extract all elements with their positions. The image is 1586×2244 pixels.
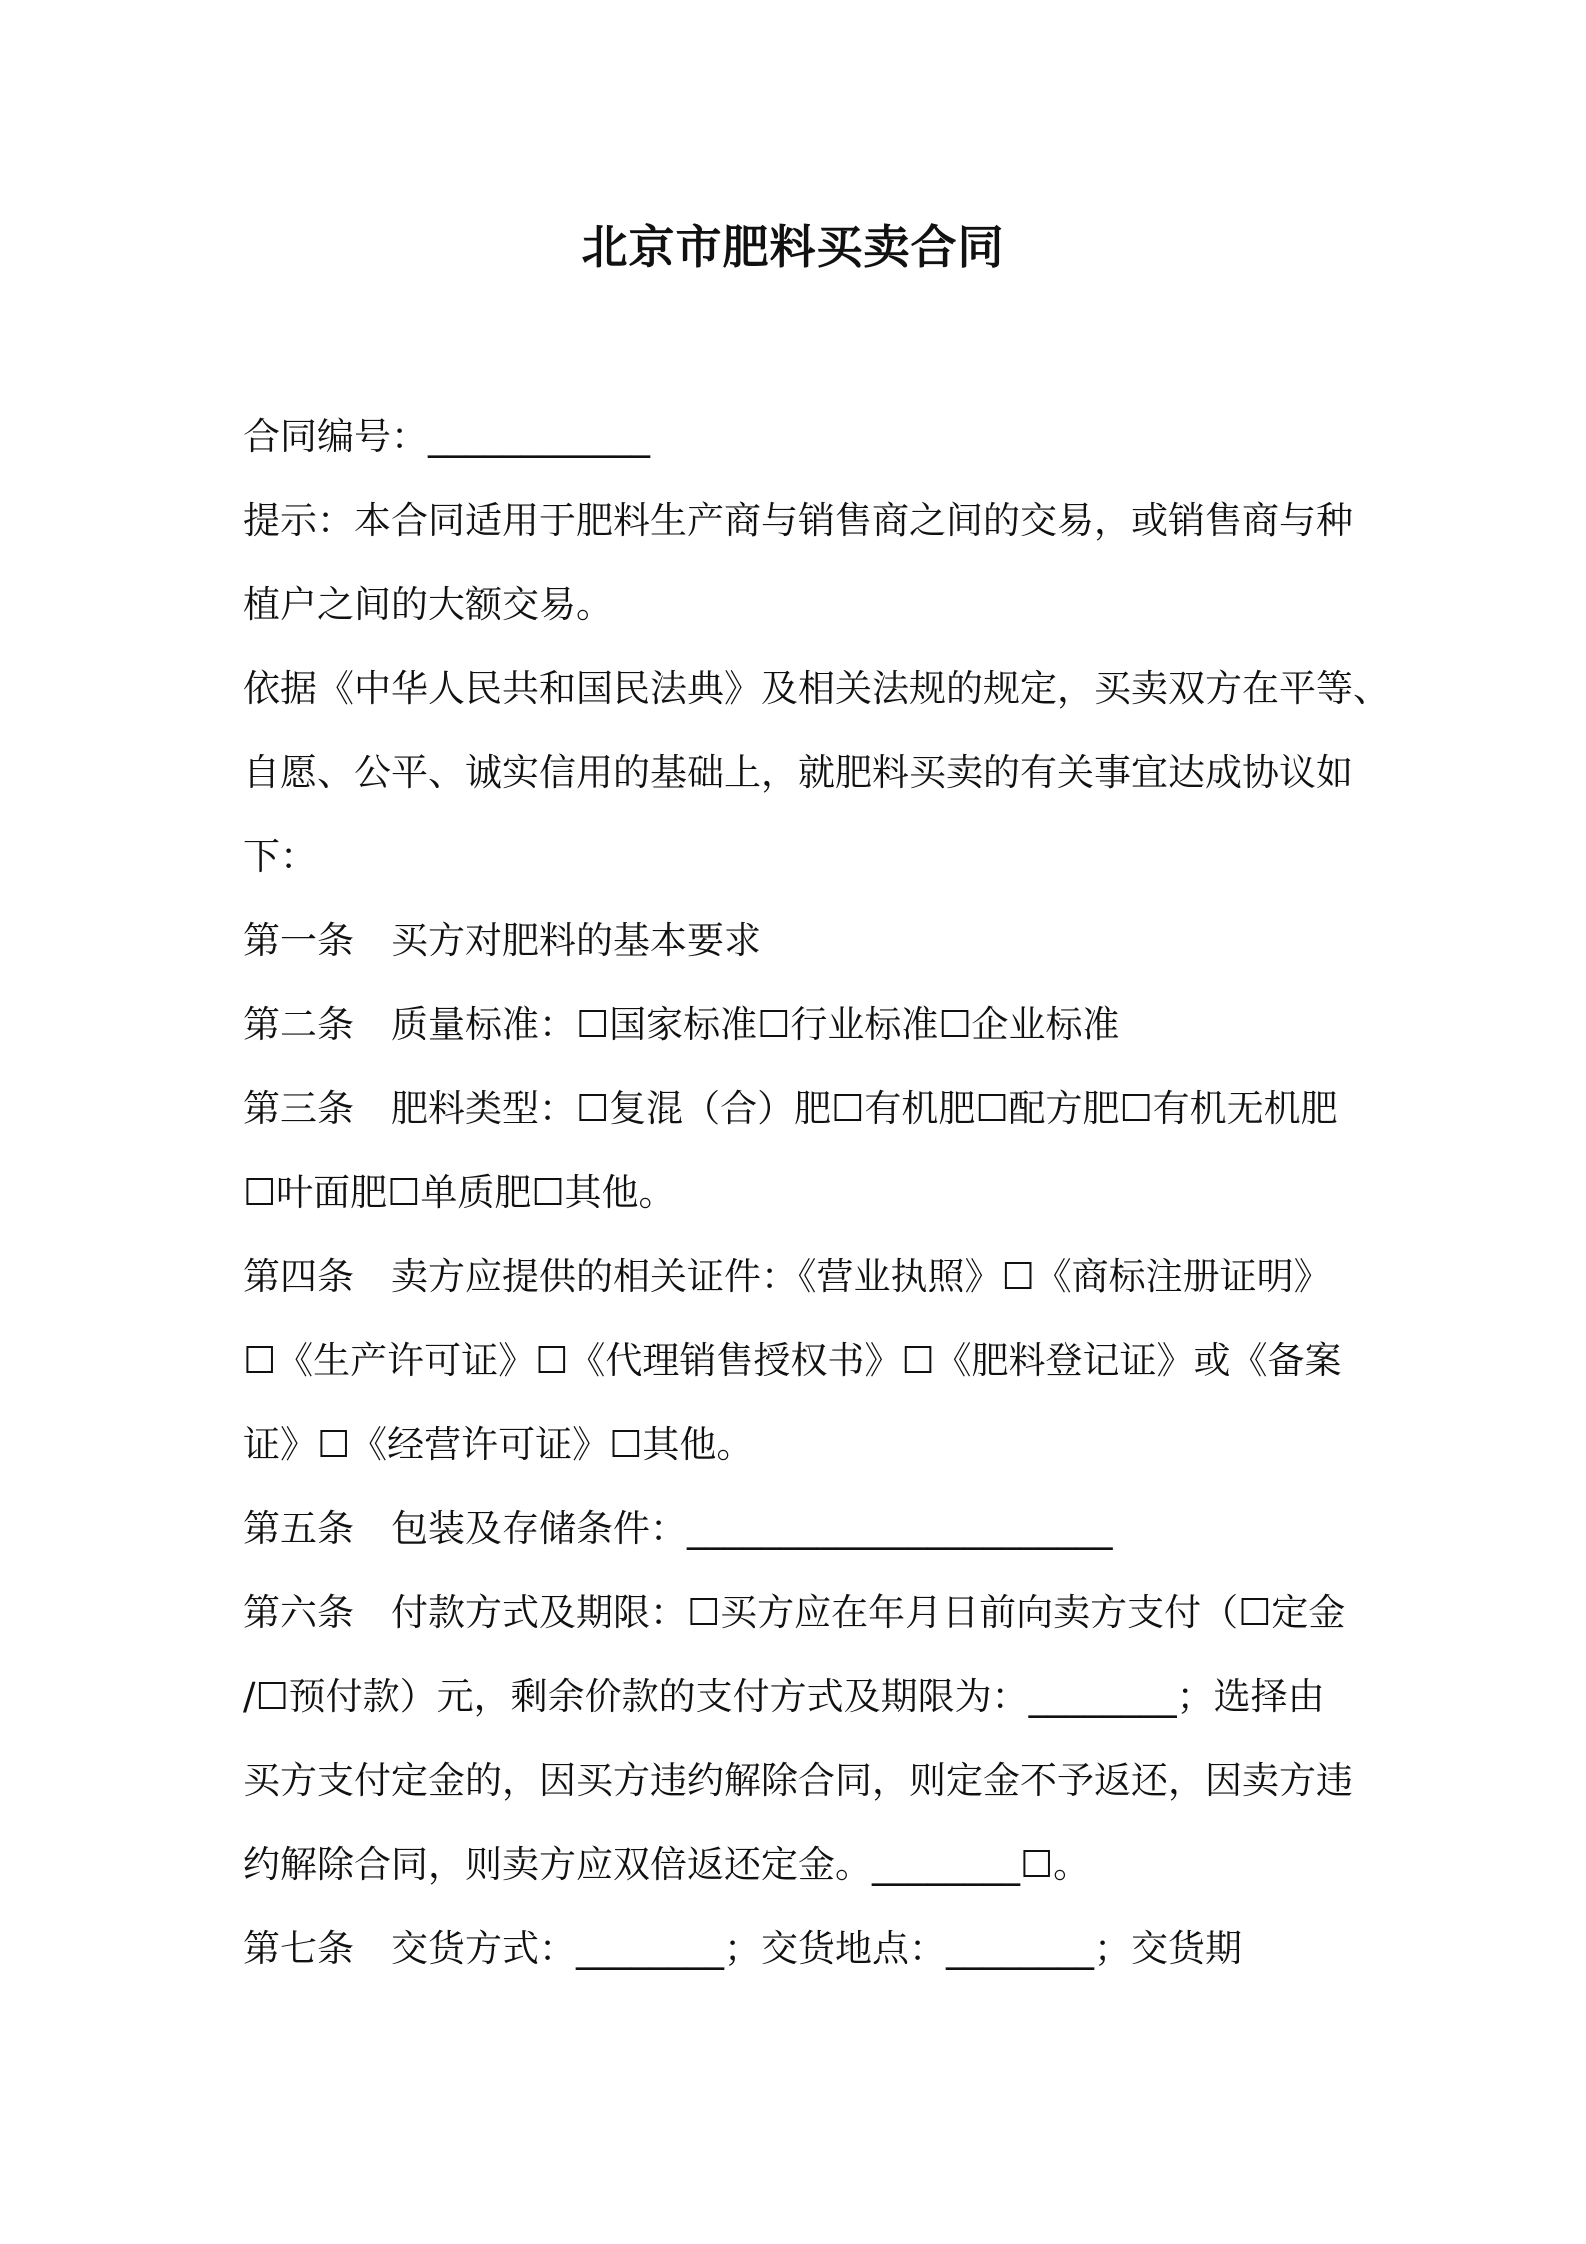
article-3-line-2: ☐叶面肥☐单质肥☐其他。 bbox=[243, 1171, 676, 1214]
preamble-line-2: 自愿、公平、诚实信用的基础上，就肥料买卖的有关事宜达成协议如 bbox=[243, 751, 1353, 794]
article-6-line-2: /☐预付款）元，剩余价款的支付方式及期限为：________；选择由 bbox=[243, 1675, 1325, 1718]
preamble-line-1: 依据《中华人民共和国民法典》及相关法规的规定，买卖双方在平等、 bbox=[243, 667, 1390, 710]
document-body bbox=[243, 395, 1390, 1991]
document-title: 北京市肥料买卖合同 bbox=[581, 220, 1005, 274]
article-1-line: 第一条 买方对肥料的基本要求 bbox=[243, 919, 761, 962]
contract-number-line: 合同编号：____________ bbox=[243, 415, 650, 458]
notice-line-1: 提示：本合同适用于肥料生产商与销售商之间的交易，或销售商与种 bbox=[243, 499, 1353, 542]
article-7-line: 第七条 交货方式：________；交货地点：________；交货期 bbox=[243, 1927, 1242, 1970]
preamble-line-3: 下： bbox=[243, 835, 317, 878]
article-2-line: 第二条 质量标准：☐国家标准☐行业标准☐企业标准 bbox=[243, 1003, 1120, 1046]
article-5-line: 第五条 包装及存储条件：_______________________ bbox=[243, 1507, 1113, 1550]
article-4-line-2: ☐《生产许可证》☐《代理销售授权书》☐《肥料登记证》或《备案 bbox=[243, 1339, 1342, 1382]
article-6-line-1: 第六条 付款方式及期限：☐买方应在年月日前向卖方支付（☐定金 bbox=[243, 1591, 1346, 1634]
article-4-line-3: 证》☐《经营许可证》☐其他。 bbox=[243, 1423, 754, 1466]
article-6-line-4: 约解除合同，则卖方应双倍返还定金。________☐。 bbox=[243, 1843, 1091, 1886]
article-3-line-1: 第三条 肥料类型：☐复混（合）肥☐有机肥☐配方肥☐有机无机肥 bbox=[243, 1087, 1338, 1130]
article-4-line-1: 第四条 卖方应提供的相关证件：《营业执照》☐《商标注册证明》 bbox=[243, 1255, 1331, 1298]
article-6-line-3: 买方支付定金的，因买方违约解除合同，则定金不予返还，因卖方违 bbox=[243, 1759, 1353, 1802]
notice-line-2: 植户之间的大额交易。 bbox=[243, 583, 613, 626]
